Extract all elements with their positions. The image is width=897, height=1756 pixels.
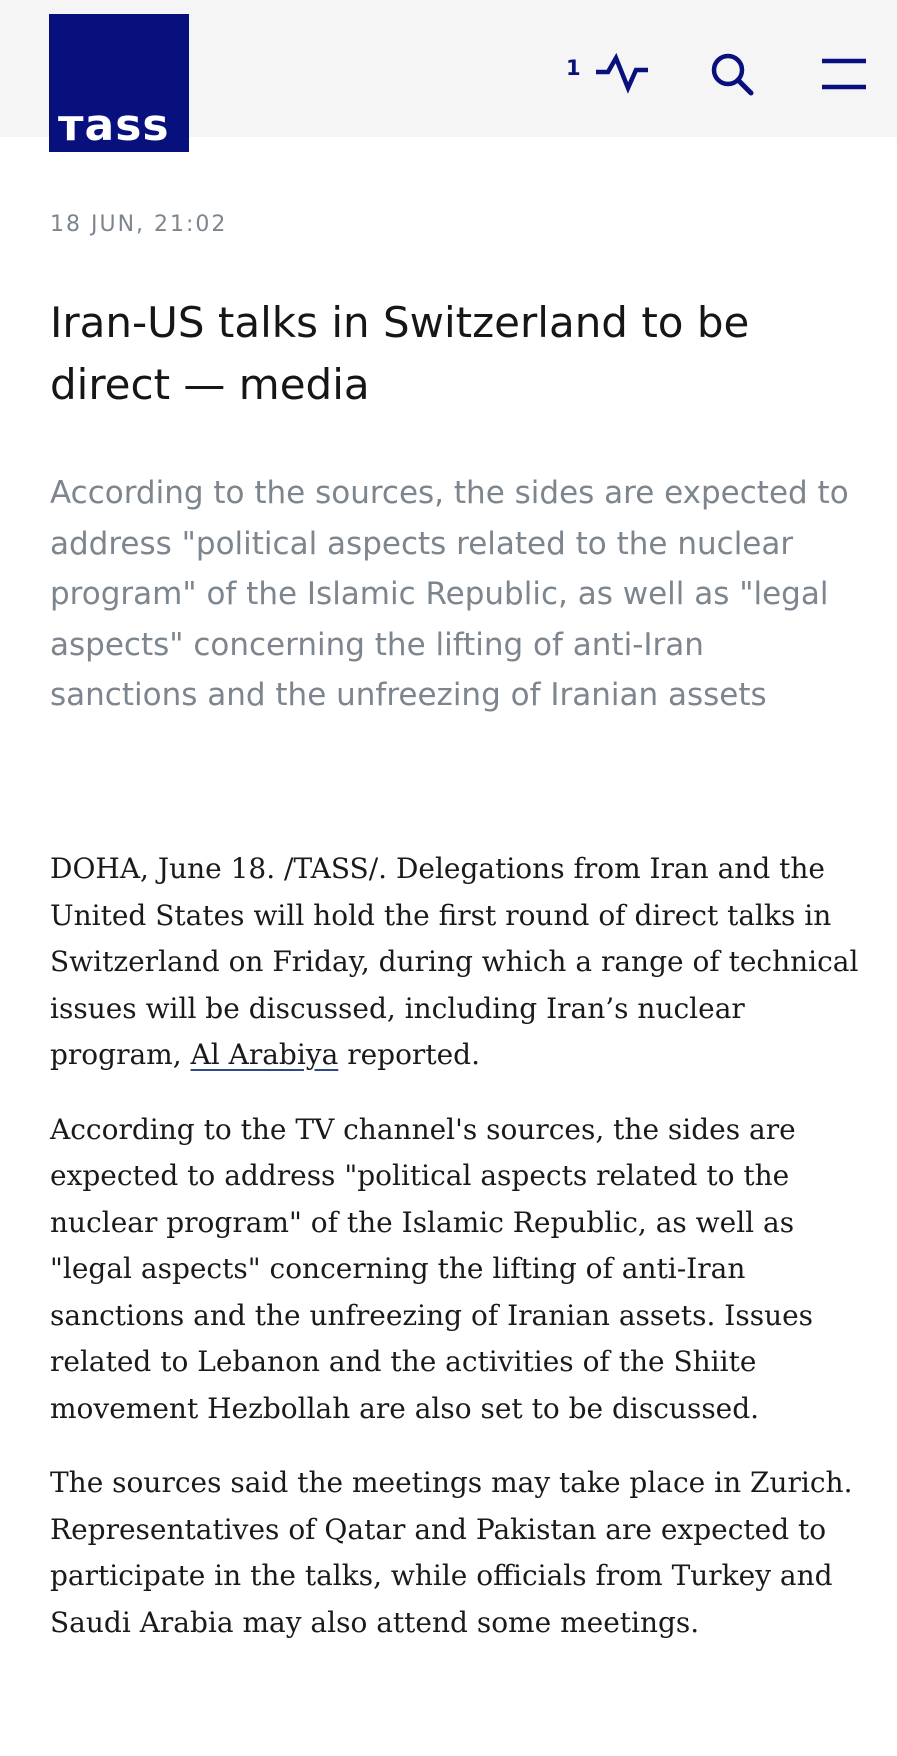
site-header — [0, 0, 897, 151]
al-arabiya-link[interactable]: Al Arabiya — [190, 1038, 339, 1071]
menu-icon — [820, 55, 868, 93]
search-icon — [708, 50, 756, 98]
menu-button[interactable] — [820, 55, 868, 93]
article-timestamp: 18 JUN, 21:02 — [50, 212, 228, 237]
paragraph-1-end: reported. — [338, 1038, 480, 1071]
article-paragraph-3: The sources said the meetings may take place in Zurich. Representatives of Qatar and Pakistan are expected to participate in the talks, while officials from Turkey and Saudi Arabia may also attend some meetings. — [50, 1466, 853, 1639]
activity-count-badge: 1 — [566, 56, 581, 80]
article-paragraph-2: According to the TV channel's sources, the sides are expected to address "political aspects related to the nuclear program" of the Islamic Republic, as well as "legal aspects" concerning the lifting of anti-Iran sanctions and the unfreezing of Iranian assets. Issues related to Lebanon and the activities of the Shiite movement Hezbollah are also set to be discussed. — [50, 1112, 814, 1425]
tass-logo[interactable] — [49, 14, 189, 152]
search-button[interactable] — [708, 50, 756, 98]
article-body — [50, 846, 860, 1674]
article-title: Iran-US talks in Switzerland to be direct — media — [50, 298, 750, 409]
article-paragraph-1 — [50, 846, 860, 1079]
logo-text: тass — [58, 100, 170, 151]
paragraph-1-text: DOHA, June 18. /TASS/. Delegations from Iran and the United States will hold the first round of direct talks in Switzerland on Friday, during which a range of technical issues will be discussed, including Iran’s nuclear program, — [50, 852, 859, 1071]
article-lead: According to the sources, the sides are expected to address "political aspects related to the nuclear program" of the Islamic Republic, as well as "legal aspects" concerning the lifting of anti-Iran sanctions and the unfreezing of Iranian assets — [50, 475, 849, 713]
pulse-button[interactable] — [594, 50, 650, 94]
pulse-icon — [594, 50, 650, 94]
